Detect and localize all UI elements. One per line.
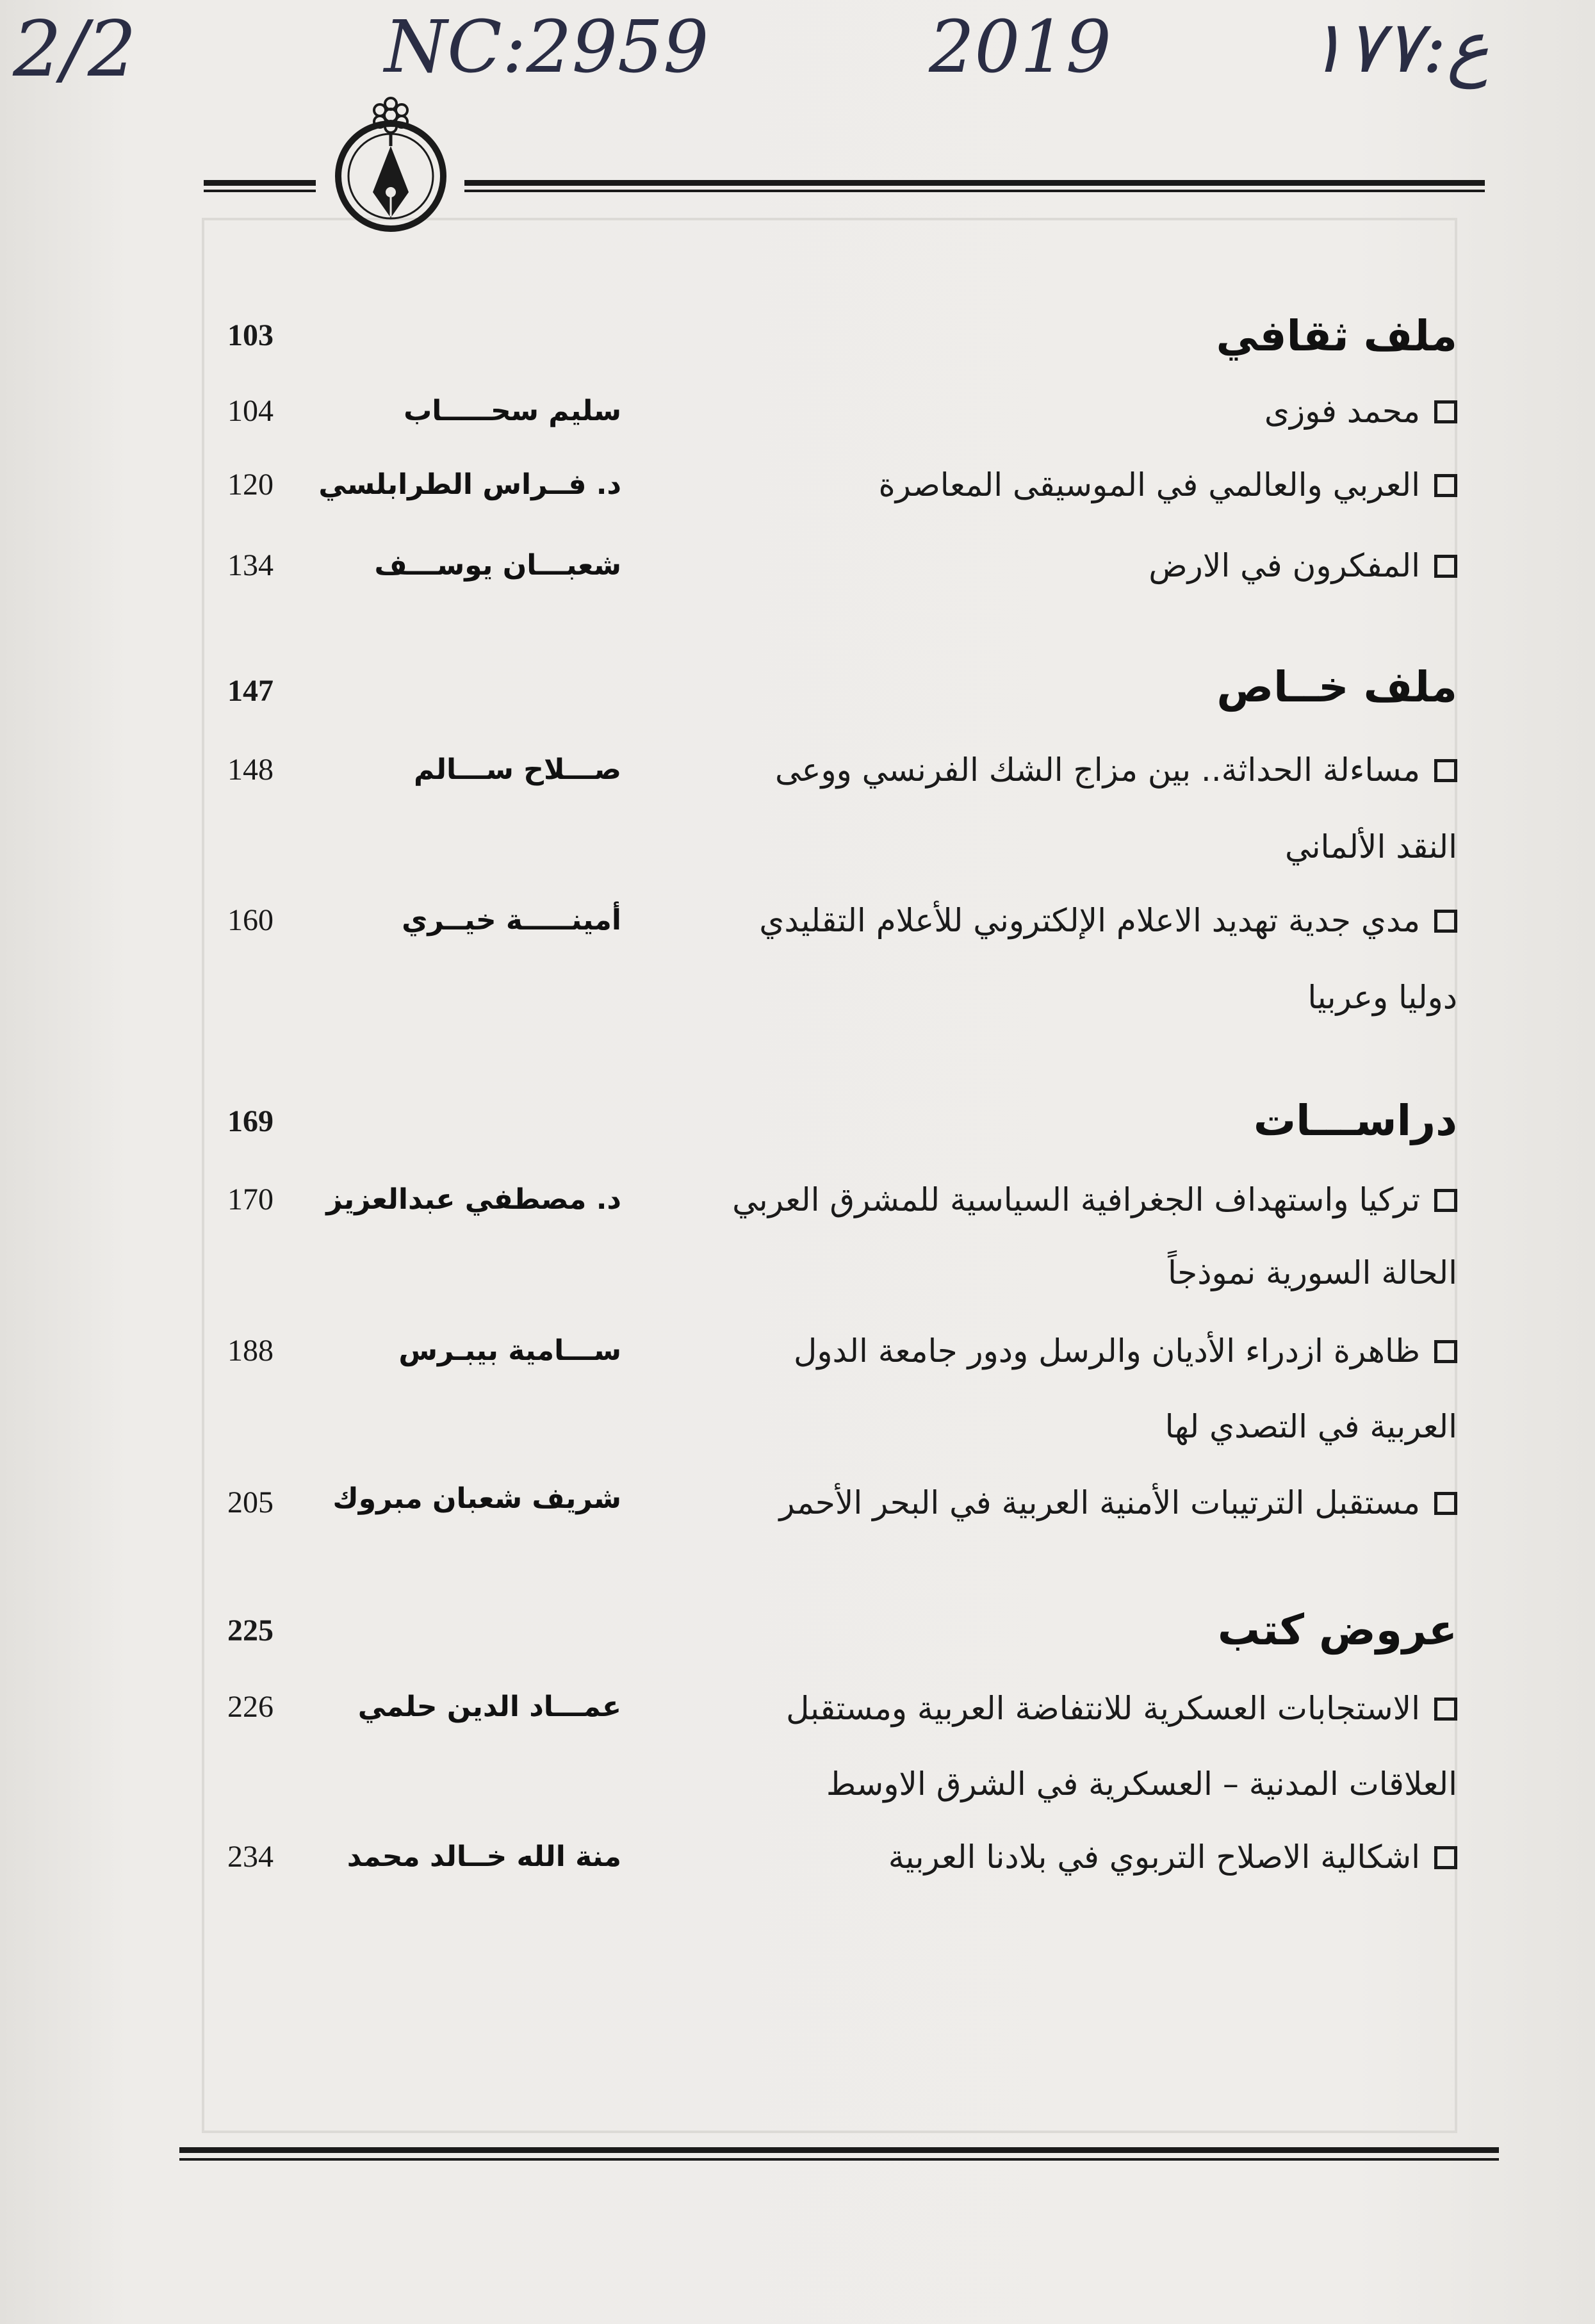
toc-entry-title-continued: النقد الألماني	[1284, 828, 1457, 865]
handwritten-code: NC:2959	[384, 6, 709, 89]
checkbox-icon	[1434, 1189, 1457, 1212]
checkbox-icon	[1434, 1492, 1457, 1515]
toc-entry-author: شعبـــان يوســـف	[374, 549, 621, 582]
section-title-studies: دراســـات	[1253, 1096, 1457, 1145]
toc-entry-title[interactable]: مساءلة الحداثة.. بين مزاج الشك الفرنسي ووعى	[689, 732, 1457, 808]
toc-entry-page: 205	[227, 1485, 274, 1519]
section-page-special: 147	[227, 674, 274, 708]
toc-entry-author: ســـامية بيبـرس	[398, 1334, 621, 1367]
toc-entry-page: 104	[227, 394, 274, 428]
toc-entry-author: منة الله خــالد محمد	[347, 1840, 621, 1873]
toc-entry-author: شريف شعبان مبروك	[332, 1482, 621, 1515]
toc-entry-title-continued: العربية في التصدي لها	[1165, 1408, 1457, 1445]
toc-entry-title[interactable]: محمد فوزى	[689, 373, 1457, 450]
checkbox-icon	[1434, 910, 1457, 933]
toc-entry-title[interactable]: اشكالية الاصلاح التربوي في بلادنا العربية	[689, 1819, 1457, 1895]
header-rule-right-bottom	[464, 190, 1485, 192]
toc-entry-title[interactable]: مدي جدية تهديد الاعلام الإلكتروني للأعلام التقليدي	[689, 882, 1457, 959]
checkbox-icon	[1434, 759, 1457, 782]
toc-entry-page: 134	[227, 548, 274, 582]
section-page-studies: 169	[227, 1104, 274, 1138]
toc-entry-page: 234	[227, 1840, 274, 1874]
toc-entry-title[interactable]: العربي والعالمي في الموسيقى المعاصرة	[689, 446, 1457, 523]
toc-entry-page: 148	[227, 753, 274, 787]
toc-entry-title[interactable]: المفكرون في الارض	[689, 527, 1457, 604]
toc-entry-page: 226	[227, 1690, 274, 1724]
checkbox-icon	[1434, 555, 1457, 578]
toc-entry-author: صـــلاح ســـالم	[413, 753, 621, 786]
checkbox-icon	[1434, 1340, 1457, 1363]
toc-entry-title[interactable]: ظاهرة ازدراء الأديان والرسل ودور جامعة الدول	[689, 1313, 1457, 1389]
header-rule-left-top	[204, 180, 316, 186]
checkbox-icon	[1434, 474, 1457, 497]
toc-entry-author: د. مصطفي عبدالعزيز	[326, 1183, 621, 1216]
toc-entry-page: 188	[227, 1334, 274, 1368]
toc-entry-title[interactable]: مستقبل الترتيبات الأمنية العربية في البحر الأحمر	[689, 1464, 1457, 1541]
checkbox-icon	[1434, 1846, 1457, 1869]
toc-entry-page: 170	[227, 1182, 274, 1216]
toc-entry-title[interactable]: الاستجابات العسكرية للانتفاضة العربية ومستقبل	[689, 1670, 1457, 1747]
toc-entry-author: د. فــراس الطرابلسي	[318, 468, 621, 501]
toc-entry-author: عمـــاد الدين حلمي	[357, 1690, 621, 1723]
toc-entry-author: سليم سحـــــاب	[404, 395, 621, 427]
toc-entry-title-continued: دوليا وعربيا	[1307, 979, 1457, 1016]
handwritten-folio: 2/2	[13, 5, 137, 94]
toc-entry-author: أمينـــــة خيــري	[402, 904, 621, 937]
handwritten-year: 2019	[929, 6, 1112, 89]
toc-entry-title-continued: العلاقات المدنية – العسكرية في الشرق الاوسط	[826, 1765, 1457, 1803]
section-title-book-reviews: عروض كتب	[1217, 1605, 1457, 1655]
toc-entry-title[interactable]: تركيا واستهداف الجغرافية السياسية للمشرق العربي	[689, 1161, 1457, 1238]
toc-entry-page: 160	[227, 903, 274, 937]
header-rule-left-bottom	[204, 190, 316, 192]
emblem-flower-pen-icon	[327, 96, 455, 237]
section-page-book-reviews: 225	[227, 1614, 274, 1648]
footer-rule-bottom	[179, 2158, 1499, 2161]
section-page-cultural: 103	[227, 318, 274, 352]
checkbox-icon	[1434, 1698, 1457, 1721]
toc-entry-page: 120	[227, 468, 274, 502]
section-title-special: ملف خــاص	[1216, 662, 1457, 712]
toc-entry-title-continued: الحالة السورية نموذجاً	[1168, 1254, 1457, 1291]
handwritten-reference: ع:١٧٧	[1307, 6, 1490, 89]
footer-rule-top	[179, 2147, 1499, 2153]
header-rule-right-top	[464, 180, 1485, 186]
section-title-cultural: ملف ثقافي	[1216, 311, 1457, 361]
checkbox-icon	[1434, 400, 1457, 423]
